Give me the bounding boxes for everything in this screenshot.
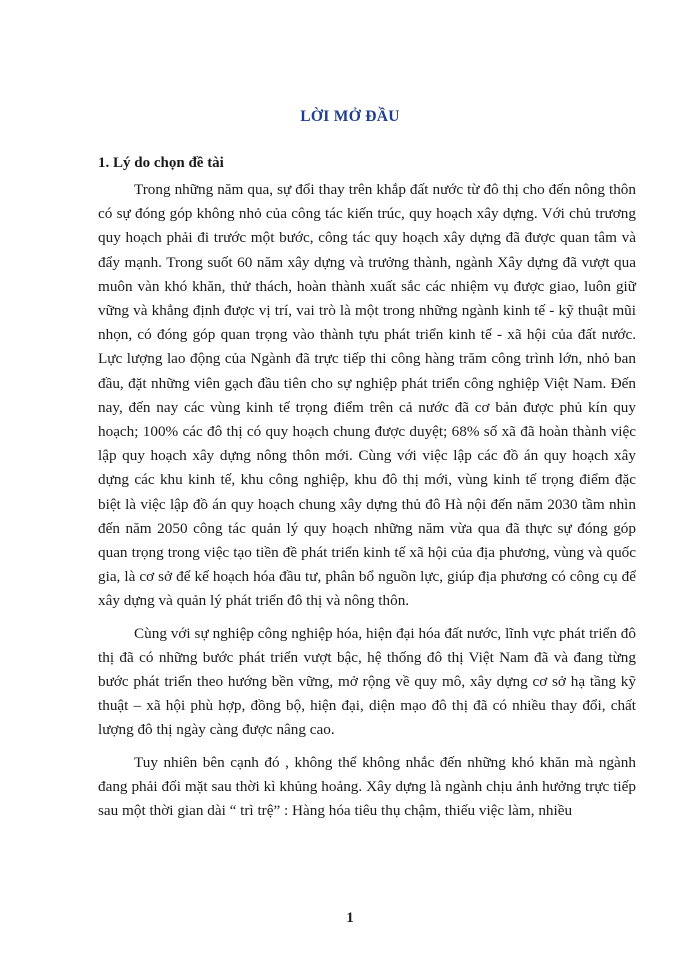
paragraph-1: Trong những năm qua, sự đổi thay trên khắp đất nước từ đô thị cho đến nông thôn có sự đóng góp không nhỏ của công tác kiến trúc, quy hoạch xây dựng. Với chủ trương quy hoạch phải đi trước một bước, công tác quy hoạch xây dựng đã được quan tâm và đẩy mạnh. Trong suốt 60 năm xây dựng và trưởng thành, ngành Xây dựng đã vượt qua muôn vàn khó khăn, thử thách, hoàn thành xuất sắc các nhiệm vụ được giao, luôn giữ vững và khẳng định được vị trí, vai trò là một trong những ngành kinh tế - kỹ thuật mũi nhọn, có đóng góp quan trọng vào thành tựu phát triển kinh tế - xã hội của đất nước. Lực lượng lao động của Ngành đã trực tiếp thi công hàng trăm công trình lớn, nhỏ ban đầu, đặt những viên gạch đầu tiên cho sự nghiệp phát triển công nghiệp Việt Nam. Đến nay, đến nay các vùng kinh tế trọng điểm trên cả nước đã cơ bản được phủ kín quy hoạch; 100% các đô thị có quy hoạch chung được duyệt; 68% số xã đã hoàn thành việc lập quy hoạch xây dựng nông thôn mới. Cùng với việc lập các đồ án quy hoạch xây dựng các khu kinh tế, khu công nghiệp, khu đô thị mới, vùng kinh tế trọng điểm đặc biệt là việc lập đồ án quy hoạch chung xây dựng thủ đô Hà nội đến năm 2030 tầm nhìn đến năm 2050 công tác quản lý quy hoạch những năm vừa qua đã thực sự đóng góp quan trọng trong việc tạo tiền đề phát triển kinh tế xã hội của địa phương, vùng và quốc gia, là cơ sở để kế hoạch hóa đầu tư, phân bổ nguồn lực, giúp địa phương có công cụ để xây dựng và quản lý phát triển đô thị và nông thôn. xyxy=(98,181,636,610)
paragraph-2: Cùng với sự nghiệp công nghiệp hóa, hiện đại hóa đất nước, lĩnh vực phát triển đô thị đã có những bước phát triển vượt bậc, hệ thống đô thị Việt Nam đã và đang từng bước phát triển theo hướng bền vững, mở rộng về quy mô, xây dựng cơ sở hạ tầng kỹ thuật – xã hội phù hợp, đồng bộ, hiện đại, diện mạo đô thị đã có nhiều thay đổi, chất lượng đô thị ngày càng được nâng cao. xyxy=(98,624,636,739)
body-text xyxy=(98,178,636,831)
paragraph-3: Tuy nhiên bên cạnh đó , không thể không nhắc đến những khó khăn mà ngành đang phải đối mặt sau thời kì khủng hoảng. Xây dựng là ngành chịu ảnh hưởng trực tiếp sau một thời gian dài “ trì trệ” : Hàng hóa tiêu thụ chậm, thiếu việc làm, nhiều xyxy=(98,753,636,820)
page-title: LỜI MỞ ĐẦU xyxy=(300,108,400,125)
page-number: 1 xyxy=(346,910,354,926)
section-heading: 1. Lý do chọn đề tài xyxy=(98,155,224,171)
